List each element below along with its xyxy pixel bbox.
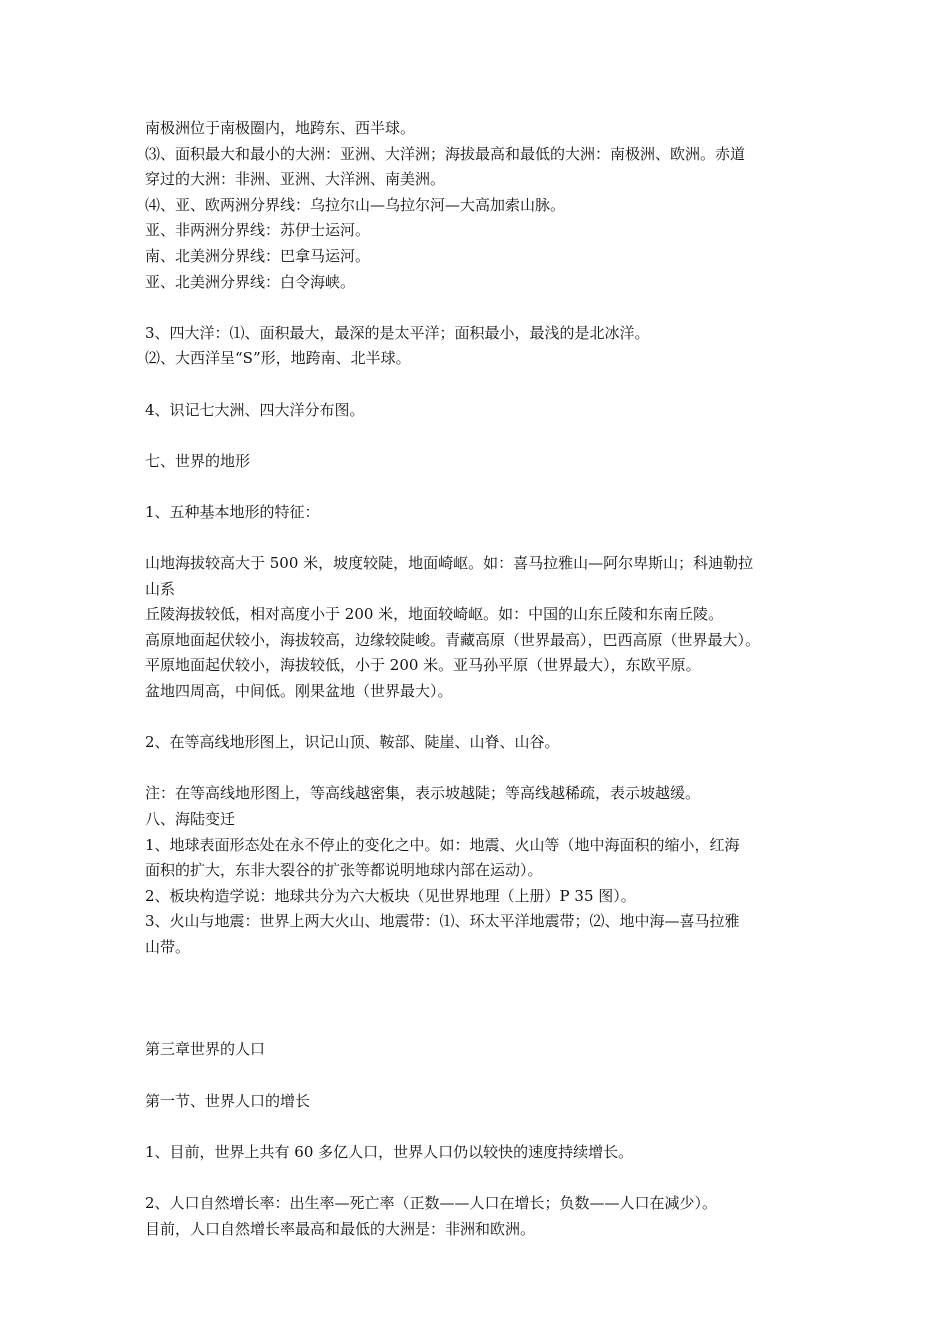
section-heading: 七、世界的地形 <box>145 451 251 470</box>
text-line: 4、识记七大洲、四大洋分布图。 <box>145 400 365 419</box>
text-line: 目前，人口自然增长率最高和最低的大洲是：非洲和欧洲。 <box>145 1219 536 1238</box>
text-line: 山带。 <box>145 938 191 956</box>
text-line: 2、板块构造学说：地球共分为六大板块（见世界地理（上册）P 35 图）。 <box>145 886 636 905</box>
text-line: 南、北美洲分界线：巴拿马运河。 <box>145 246 371 265</box>
text-line: ⑶、面积最大和最小的大洲：亚洲、大洋洲；海拔最高和最低的大洲：南极洲、欧洲。赤道 <box>145 144 746 163</box>
text-line: ⑷、亚、欧两洲分界线：乌拉尔山—乌拉尔河—大高加索山脉。 <box>145 195 566 214</box>
text-line: 山系 <box>145 579 176 598</box>
text-line: 3、火山与地震：世界上两大火山、地震带：⑴、环太平洋地震带；⑵、地中海—喜马拉雅 <box>145 912 740 931</box>
chapter-heading: 第三章世界的人口 <box>145 1040 266 1059</box>
paragraph-gap <box>145 423 815 449</box>
text-line: 2、在等高线地形图上，识记山顶、鞍部、陡崖、山脊、山谷。 <box>145 733 560 752</box>
text-line: 3、四大洋：⑴、面积最大，最深的是太平洋；面积最小，最浅的是北冰洋。 <box>145 323 650 342</box>
text-line: 平原地面起伏较小，海拔较低，小于 200 米。亚马孙平原（世界最大），东欧平原。 <box>145 656 701 675</box>
text-line: 盆地四周高，中间低。刚果盆地（世界最大）。 <box>145 682 453 701</box>
text-line: 1、地球表面形态处在永不停止的变化之中。如：地震、火山等（地中海面积的缩小，红海 <box>145 835 740 854</box>
text-line: 穿过的大洲：非洲、亚洲、大洋洲、南美洲。 <box>145 170 446 189</box>
text-line: 山地海拔较高大于 500 米，坡度较陡，地面崎岖。如：喜马拉雅山—阿尔卑斯山；科迪勒拉 <box>145 554 754 573</box>
paragraph-gap <box>145 1063 815 1089</box>
paragraph-gap <box>145 372 815 398</box>
paragraph-gap <box>145 1114 815 1140</box>
text-line: 1、目前，世界上共有 60 多亿人口，世界人口仍以较快的速度持续增长。 <box>145 1142 634 1161</box>
text-line: 2、人口自然增长率：出生率—死亡率（正数——人口在增长；负数——人口在减少）。 <box>145 1193 718 1212</box>
text-line: 南极洲位于南极圈内，地跨东、西半球。 <box>145 119 416 137</box>
paragraph-gap <box>145 961 815 1038</box>
text-line: 丘陵海拔较低，相对高度小于 200 米，地面较崎岖。如：中国的山东丘陵和东南丘陵。 <box>145 605 724 624</box>
text-line: ⑵、大西洋呈“S”形，地跨南、北半球。 <box>145 349 411 368</box>
section-heading: 八、海陆变迁 <box>145 810 236 829</box>
text-line: 亚、非两洲分界线：苏伊士运河。 <box>145 221 371 240</box>
text-line: 亚、北美洲分界线：白令海峡。 <box>145 272 356 291</box>
text-line: 面积的扩大，东非大裂谷的扩张等都说明地球内部在运动）。 <box>145 861 543 880</box>
text-line: 高原地面起伏较小，海拔较高，边缘较陡峻。青藏高原（世界最高），巴西高原（世界最大）。 <box>145 630 761 649</box>
paragraph-gap <box>145 474 815 500</box>
paragraph-gap <box>145 1165 815 1191</box>
section-heading: 第一节、世界人口的增长 <box>145 1091 311 1110</box>
paragraph-gap <box>145 295 815 321</box>
text-line: 注：在等高线地形图上，等高线越密集，表示坡越陡；等高线越稀疏，表示坡越缓。 <box>145 784 701 803</box>
paragraph-gap <box>145 705 815 731</box>
document-page <box>145 116 815 1242</box>
paragraph-gap <box>145 526 815 552</box>
paragraph-gap <box>145 756 815 782</box>
text-line: 1、五种基本地形的特征： <box>145 502 320 521</box>
